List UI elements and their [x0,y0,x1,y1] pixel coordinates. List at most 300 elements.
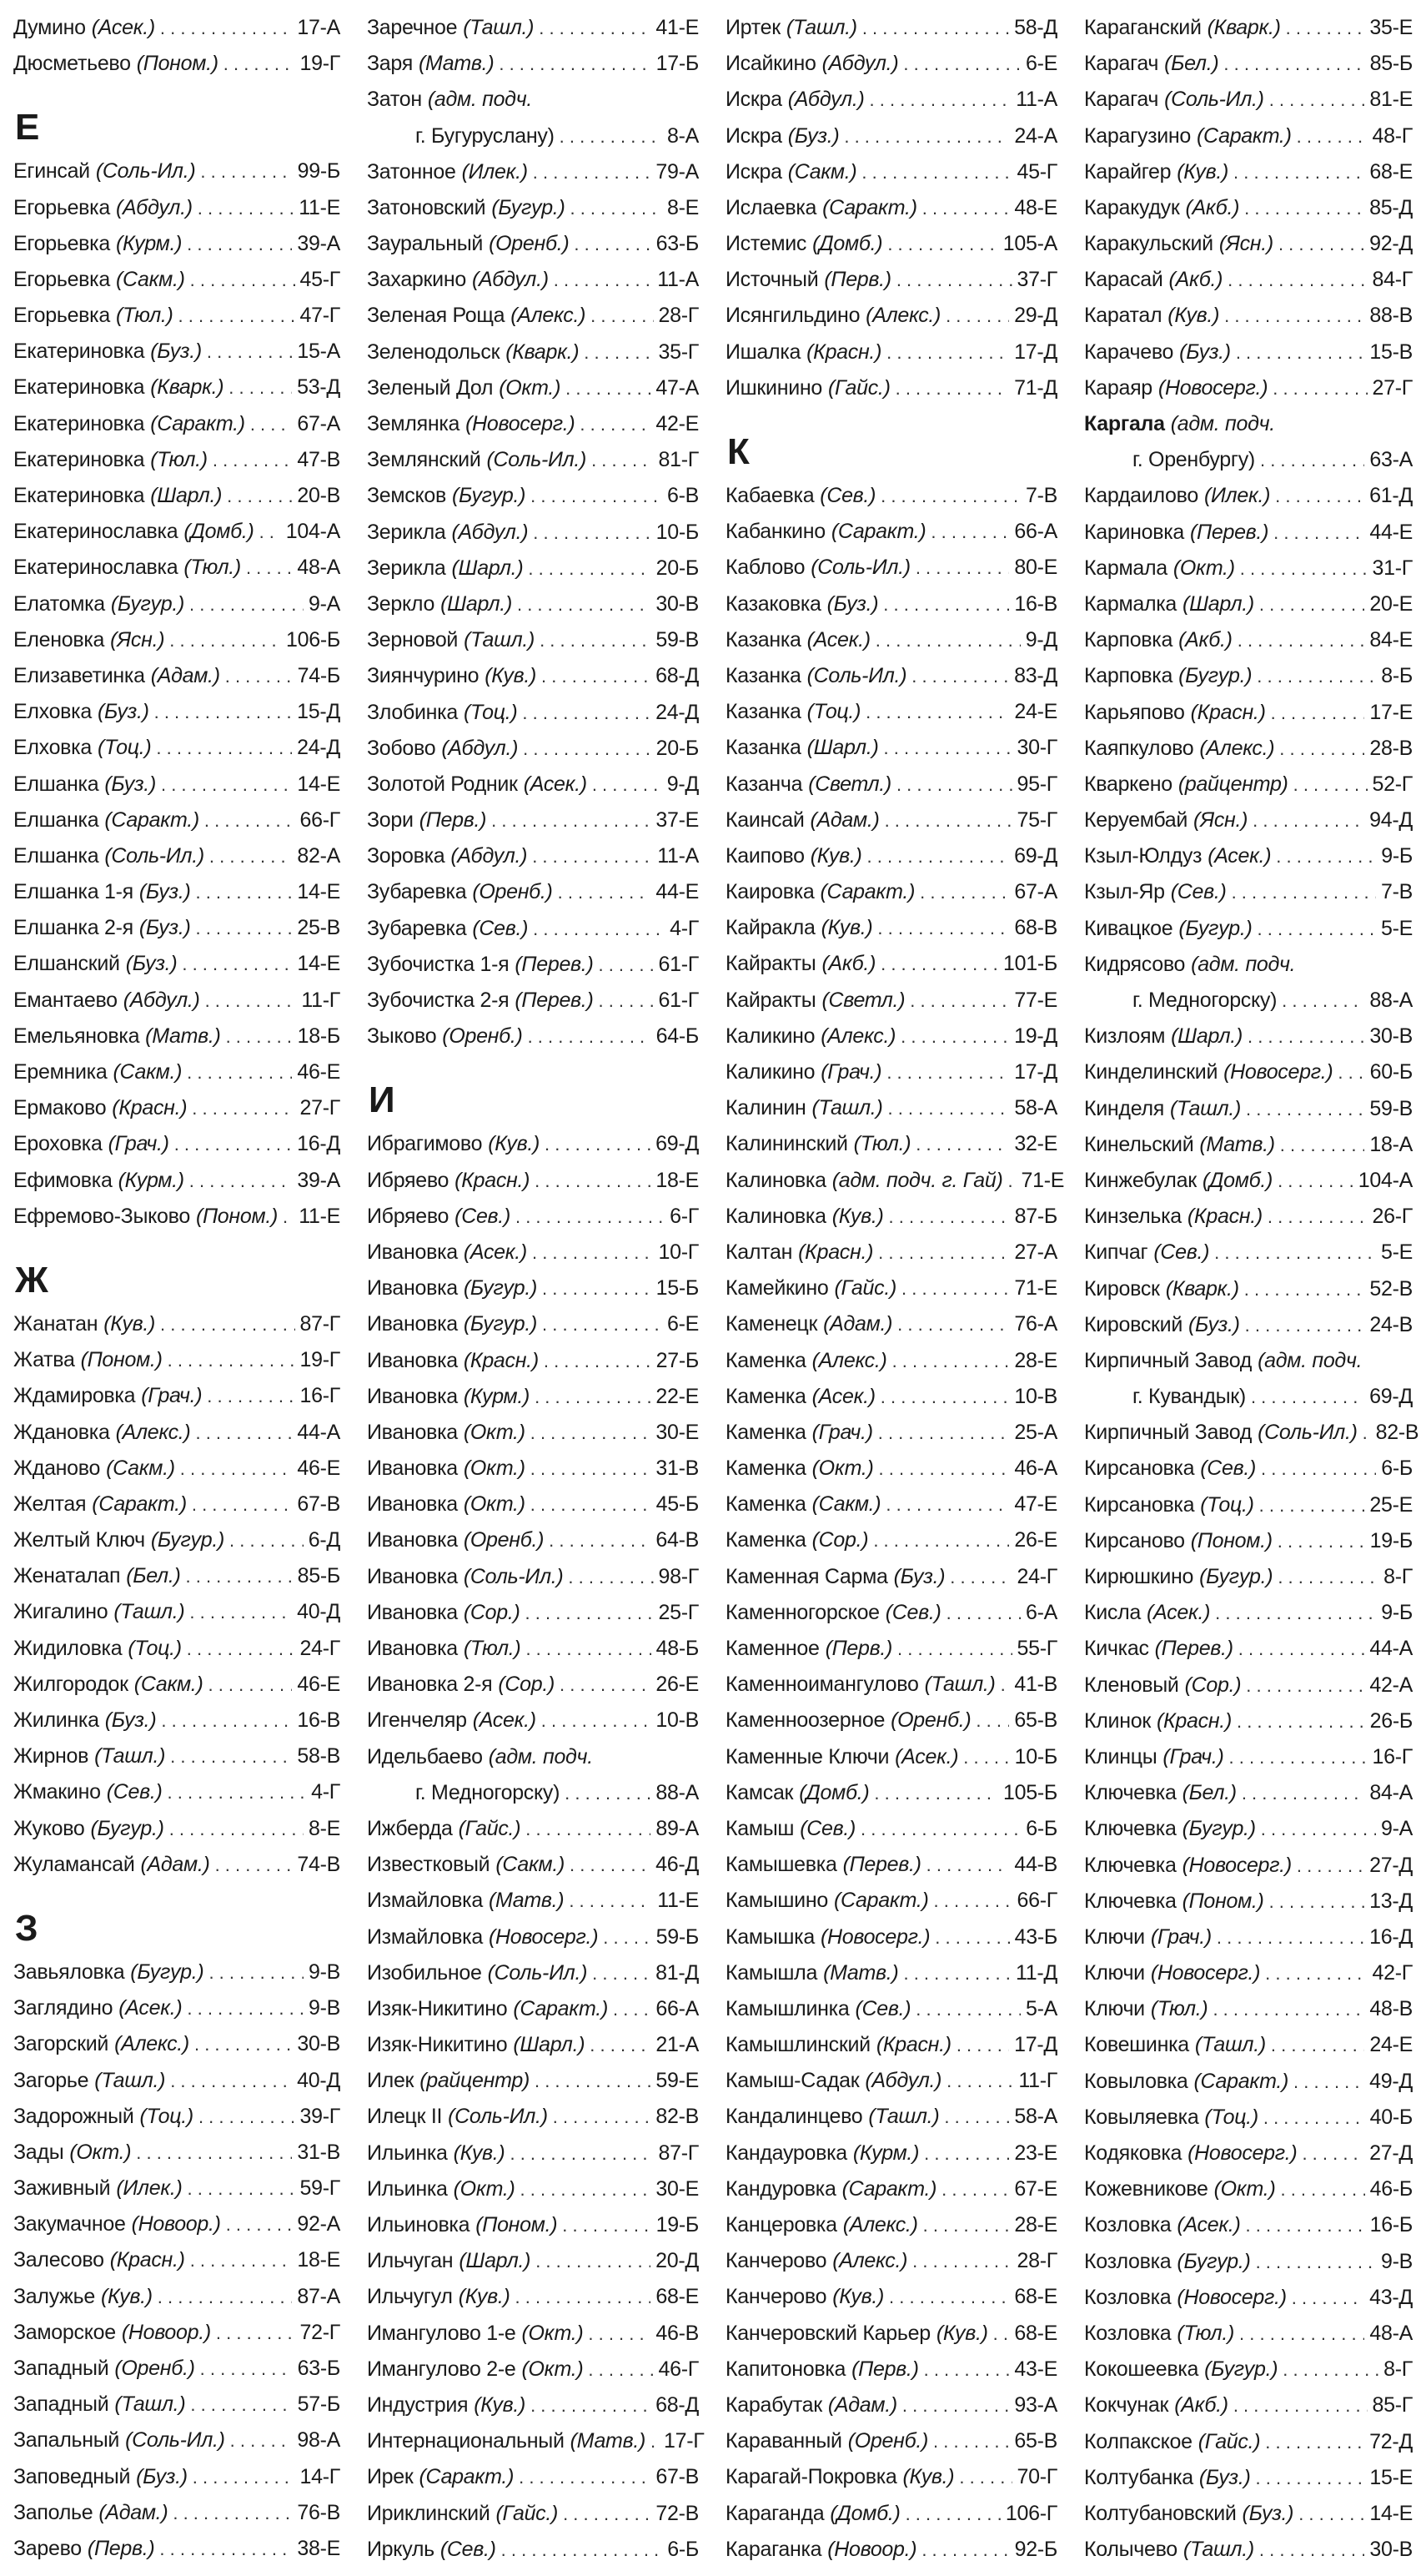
map-reference: 8-Б [1381,664,1413,688]
index-entry [726,730,1057,766]
map-reference: 15-В [1369,340,1413,364]
place-name: Каблово [726,556,806,580]
index-entry [367,1631,699,1667]
index-entry [13,1738,340,1774]
district-abbrev: (Поном.) [195,1204,278,1228]
dot-leader [1256,2244,1376,2280]
map-reference: 17-Б [655,52,699,76]
index-entry [726,2316,1057,2352]
map-reference: 15-А [297,340,340,364]
district-abbrev: (Илек.) [116,2176,183,2201]
place-name: Зарево [13,2536,82,2560]
district-abbrev: (Ташл.) [463,15,535,39]
map-reference: 48-В [1369,1997,1413,2021]
map-reference: 68-Е [1014,2321,1057,2345]
district-abbrev: (Алекс.) [832,2249,908,2273]
index-entry [726,1847,1057,1883]
index-entry [13,1054,340,1090]
district-abbrev: (Домб.) [799,1780,870,1804]
district-abbrev: (Асек.) [1147,1601,1211,1625]
map-reference: 6-Е [1025,52,1057,76]
district-abbrev: (Ясн.) [1218,232,1273,256]
dot-leader [1246,1668,1364,1703]
place-name: Калинин [726,1096,806,1120]
index-entry [726,2027,1057,2063]
map-reference: 27-Д [1369,1853,1413,1877]
index-entry [367,82,699,118]
district-abbrev: (Кув.) [485,664,537,688]
district-abbrev: (Кув.) [832,2285,885,2309]
dot-leader [515,2279,651,2315]
map-reference: 27-Г [1372,375,1413,400]
dot-leader [528,551,650,586]
place-name: Иркуль [367,2537,434,2561]
map-reference: 21-А [655,2033,699,2057]
district-abbrev: (Алекс.) [842,2213,918,2237]
map-reference: 11-Г [301,988,340,1012]
index-entry [13,153,340,189]
dot-leader [565,370,650,406]
dot-leader [887,1090,1009,1126]
place-name: Кармала [1084,556,1167,580]
index-entry [1084,1668,1413,1703]
place-name: Елизаветинка [13,663,145,687]
district-abbrev: (Сор.) [811,1528,869,1552]
index-entry [726,874,1057,910]
map-reference: 39-Г [299,2104,340,2128]
dot-leader [1245,1307,1365,1343]
district-abbrev: (Светл.) [821,988,906,1012]
dot-leader [1253,802,1364,838]
district-abbrev: (Матв.) [145,1024,221,1048]
dot-leader [884,730,1012,766]
map-reference: 77-Е [1014,988,1057,1012]
place-name: Казанка [726,627,801,652]
index-entry [367,2136,699,2171]
district-abbrev: (Бугур.) [1177,2249,1251,2273]
place-name: Захаркино [367,268,466,292]
map-reference: 4-Г [311,1780,340,1804]
district-abbrev: (Окт.) [1172,556,1235,580]
index-entry [726,802,1057,838]
district-abbrev: (Акб.) [821,952,876,976]
map-reference: 24-В [1369,1312,1413,1336]
index-entry [1084,10,1413,46]
district-abbrev: (Буз.) [138,916,191,940]
district-abbrev: (Тюл.) [183,556,241,580]
index-entry [726,910,1057,946]
district-abbrev: (Саракт.) [833,1889,929,1913]
district-abbrev: (Грач.) [1162,1744,1224,1768]
district-abbrev: (Бугур.) [1204,2357,1278,2382]
district-abbrev: (Алекс.) [115,1420,191,1444]
place-name: Землянский [367,448,481,472]
place-name: Керуембай [1084,808,1188,833]
place-name: Ибрагимово [367,1132,483,1156]
district-abbrev: (Асек.) [895,1744,959,1768]
district-abbrev: (Буз.) [826,591,879,616]
dot-leader [1293,2064,1364,2100]
place-name: Ильчуган [367,2249,454,2273]
place-name: Козловка [1084,2213,1172,2237]
district-abbrev: (Шарл.) [513,2033,585,2057]
dot-leader [1259,586,1364,622]
dot-leader [844,118,1009,154]
index-entry [367,1126,699,1162]
index-entry [13,910,340,946]
dot-leader [976,1703,1009,1738]
place-name: Ишалка [726,340,801,364]
district-abbrev: (Саракт.) [822,195,917,219]
map-reference: 44-А [1369,1637,1413,1661]
index-entry [726,1523,1057,1559]
district-abbrev: (Сакм.) [787,159,857,184]
index-entry [1084,1091,1413,1127]
index-entry [13,1847,340,1883]
index-entry [367,658,699,694]
index-entry [367,262,699,298]
index-entry [367,1523,699,1559]
dot-leader [924,2352,1010,2387]
map-reference: 37-Е [655,808,699,833]
district-abbrev: (Саракт.) [92,1492,187,1516]
index-entry [1084,2136,1413,2171]
index-entry [1084,1955,1413,1991]
district-abbrev: (Буз.) [125,952,178,976]
section-letter: Е [15,107,40,148]
index-entry [13,838,340,874]
place-name: Идельбаево [367,1744,483,1768]
district-abbrev: (Буз.) [104,1708,157,1733]
dot-leader [881,947,998,983]
district-abbrev: (Бугур.) [130,1960,204,1984]
district-abbrev: (Абдул.) [441,736,519,760]
dot-leader [1338,1054,1364,1090]
district-abbrev: (Кув.) [1167,304,1220,328]
district-abbrev: (Грач.) [1150,1924,1212,1949]
district-abbrev: (адм. подч. [427,88,532,112]
dot-leader [554,262,652,298]
district-abbrev: (райцентр) [419,2069,530,2093]
place-name: Западный [13,2392,109,2417]
map-reference: 85-Г [1372,2393,1413,2418]
map-reference: 8-Е [666,195,699,219]
place-name: Ключи [1084,1924,1145,1949]
map-reference: 9-Д [666,772,699,796]
index-entry [367,767,699,802]
map-reference: 24-Д [297,736,340,760]
place-name: Ключевка [1084,1781,1177,1805]
map-reference: 15-Д [297,700,340,724]
index-entry [367,2027,699,2063]
district-abbrev: (Алекс.) [510,304,586,328]
map-reference: 95-Г [1017,772,1057,796]
map-reference: 32-Е [1014,1132,1057,1156]
place-name: Известковый [367,1853,490,1877]
district-abbrev: (Саракт.) [1193,2069,1289,2093]
map-reference: 16-В [1014,591,1057,616]
index-entry [726,1955,1057,1991]
map-reference: 38-Е [297,2536,340,2560]
map-reference: 18-Е [655,1168,699,1192]
index-entry [1084,1775,1413,1811]
district-abbrev: (Поном.) [136,52,218,76]
place-name: Егорьевка [13,304,110,328]
dot-leader [1269,82,1365,118]
map-reference: 92-Б [1014,2537,1057,2561]
map-reference: 80-Е [1014,556,1057,580]
place-name: Ждамировка [13,1384,136,1408]
map-reference: 19-Б [655,2213,699,2237]
dot-leader [532,1235,654,1270]
place-name: Каяпкулово [1084,736,1194,760]
index-entry [13,947,340,983]
index-entry [1084,1595,1413,1631]
dot-leader [190,2243,293,2279]
place-name: Кировск [1084,1276,1160,1301]
dot-leader [535,1163,650,1199]
map-reference: 84-А [1369,1781,1413,1805]
dot-leader [539,10,650,46]
place-name: Егорьевка [13,267,110,291]
map-reference: 19-Б [1369,1528,1413,1552]
place-name: Егорьевка [13,231,110,255]
place-name: Зубаревка [367,880,467,904]
dot-leader [896,767,1012,802]
index-entry [13,983,340,1019]
place-name: Ключи [1084,1961,1145,1985]
index-entry [13,2135,340,2171]
map-reference: 47-Е [1014,1492,1057,1517]
map-reference: 68-В [1014,916,1057,940]
map-reference: 9-А [308,591,340,616]
district-abbrev: (Тюл.) [1177,2321,1235,2345]
place-name: Кайракла [726,916,816,940]
index-entry [367,2207,699,2243]
place-name: Камышлинский [726,2033,871,2057]
place-name: Кайракты [726,988,816,1012]
district-abbrev: (Саракт.) [1197,123,1292,148]
district-abbrev: (Красн.) [1156,1708,1232,1733]
district-abbrev: (Бугур.) [150,1528,225,1552]
district-abbrev: (Буз.) [138,880,191,904]
district-abbrev: (Сор.) [463,1600,520,1624]
place-name: Задорожный [13,2104,134,2128]
district-abbrev: (Шарл.) [1182,591,1254,616]
district-abbrev: (Абдул.) [123,988,200,1012]
place-name: Ивановка [367,1348,458,1372]
district-abbrev: (Асек.) [1177,2213,1241,2237]
dot-leader [1251,1379,1364,1415]
place-name: Канчерово [726,2285,827,2309]
place-name: Караганда [726,2501,825,2525]
district-abbrev: (Абдул.) [787,88,865,112]
index-entry [367,1811,699,1847]
index-entry [13,2099,340,2135]
place-name: Кожевникове [1084,2177,1208,2201]
district-abbrev: (Окт.) [463,1457,525,1481]
place-name: Измайловка [367,1924,483,1949]
dot-leader [168,1774,307,1810]
map-reference: 89-А [655,1816,699,1840]
index-entry [726,46,1057,82]
district-abbrev: (Асек.) [806,627,871,652]
index-entry [726,1631,1057,1667]
map-reference: 15-Б [655,1276,699,1301]
district-abbrev: (адм. подч. [488,1744,593,1768]
dot-leader [533,154,651,190]
index-entry [1084,335,1413,370]
place-name: Игенчеляр [367,1708,467,1733]
place-name: Кзыл-Юлдуз [1084,844,1203,868]
district-abbrev: (Курм.) [852,2141,920,2165]
dot-leader [532,838,652,874]
district-abbrev: (адм. подч. [1191,952,1296,976]
place-name: Зеленодольск [367,340,500,364]
index-entry [726,1667,1057,1703]
place-name: Иртек [726,15,781,39]
map-reference: 11-А [657,268,699,292]
place-name: Елшанка 2-я [13,916,133,940]
place-name: Каратал [1084,304,1162,328]
dot-leader [877,910,1009,946]
map-reference: 46-Е [297,1456,340,1480]
dot-leader [542,1270,651,1306]
dot-leader [574,226,650,262]
dot-leader [216,2315,295,2351]
dot-leader [1280,1127,1365,1163]
district-abbrev: (Саракт.) [820,880,916,904]
index-entry [1084,1523,1413,1559]
dot-leader [1293,767,1368,802]
dot-leader [204,802,295,838]
dot-leader [208,1667,292,1703]
district-abbrev: (Тоц.) [128,1636,182,1660]
index-entry [726,1163,1065,1199]
dot-leader [189,586,304,622]
district-abbrev: (Адам.) [827,2392,897,2417]
place-name: Завьяловка [13,1960,125,1984]
index-column-2 [359,0,717,2576]
district-abbrev: (Красн.) [109,2248,185,2272]
index-entry [1084,2207,1413,2243]
index-entry [13,1558,340,1594]
index-entry [726,154,1057,190]
district-abbrev: (Бугур.) [110,591,185,616]
dot-leader [173,2495,292,2531]
index-entry [726,1559,1057,1595]
dot-leader [946,299,1009,335]
place-name: Зады [13,2140,64,2164]
map-reference: 40-Б [1369,2105,1413,2129]
district-abbrev: (Алекс.) [1199,736,1275,760]
district-abbrev: (Бугур.) [463,1312,538,1336]
district-abbrev: (Новосерг.) [1157,375,1268,400]
index-entry [726,2063,1057,2099]
map-reference: 11-Д [1015,1960,1057,1985]
place-name: Еремника [13,1060,108,1084]
map-reference: 67-А [297,411,340,435]
dot-leader [1239,2316,1364,2352]
dot-leader [874,1775,998,1811]
map-reference: 25-В [297,916,340,940]
dot-leader [562,2207,650,2243]
dot-leader [901,1270,1009,1306]
district-abbrev: (Тюл.) [463,1637,521,1661]
map-reference: 47-Г [299,304,340,328]
map-reference: 20-Б [655,556,699,580]
map-reference: 24-Г [1017,1564,1057,1588]
dot-leader [519,2459,650,2495]
section-letter: Ж [15,1260,48,1301]
map-reference: 101-Б [1003,952,1057,976]
dot-leader [525,1811,650,1847]
dot-leader [542,1306,662,1342]
district-abbrev: (Абдул.) [865,2069,942,2093]
dot-leader [159,2531,292,2567]
district-abbrev: (Окт.) [463,1492,525,1517]
dot-leader [1237,1703,1365,1739]
dot-leader [523,731,651,767]
district-abbrev: (Алекс.) [811,1348,887,1372]
dot-leader [558,875,651,911]
district-abbrev: (Сакм.) [811,1492,881,1517]
map-reference: 16-Д [297,1132,340,1156]
dot-leader [923,2207,1010,2243]
dot-leader [533,515,650,551]
index-entry [13,1126,340,1162]
district-abbrev: (Окт.) [1213,2177,1276,2201]
index-entry [13,1667,340,1703]
place-name: Каргала [1084,412,1165,436]
dot-leader [226,1019,293,1054]
map-reference: 71-Е [1014,1276,1057,1301]
dot-leader [259,514,281,550]
district-abbrev: (Бугур.) [491,195,565,219]
map-reference: 43-Д [1369,2285,1413,2309]
dot-leader [1259,1487,1365,1523]
place-name: Зоровка [367,844,445,868]
place-name: Козловка [1084,2285,1172,2309]
place-name: Кинжебулак [1084,1168,1197,1192]
place-name: Каинсай [726,808,805,832]
map-reference: 24-Е [1369,2033,1413,2057]
index-entry [1084,1054,1413,1090]
dot-leader [1233,154,1364,190]
district-abbrev: (Кув.) [831,1204,884,1228]
dot-leader [205,983,297,1019]
place-name: Зубочистка 1-я [367,952,510,976]
place-name: Кирюшкино [1084,1565,1194,1589]
place-name: Кировский [1084,1312,1183,1336]
place-name: Каменногорское [726,1600,880,1624]
dot-leader [876,622,1021,658]
district-abbrev: (Шарл.) [451,556,524,580]
district-abbrev: (Красн.) [454,1168,530,1192]
place-name: Капитоновка [726,2357,846,2381]
index-entry [1084,1631,1413,1667]
dot-leader [501,2532,663,2568]
map-reference: 45-Г [299,267,340,291]
place-name: Казанка [726,663,801,687]
place-name: Злобинка [367,700,458,724]
section-letter: З [15,1908,38,1949]
map-reference: 46-В [655,2321,699,2345]
index-entry [726,550,1057,586]
index-entry [367,983,699,1019]
map-reference: 48-А [297,556,340,580]
dot-leader [911,658,1009,694]
